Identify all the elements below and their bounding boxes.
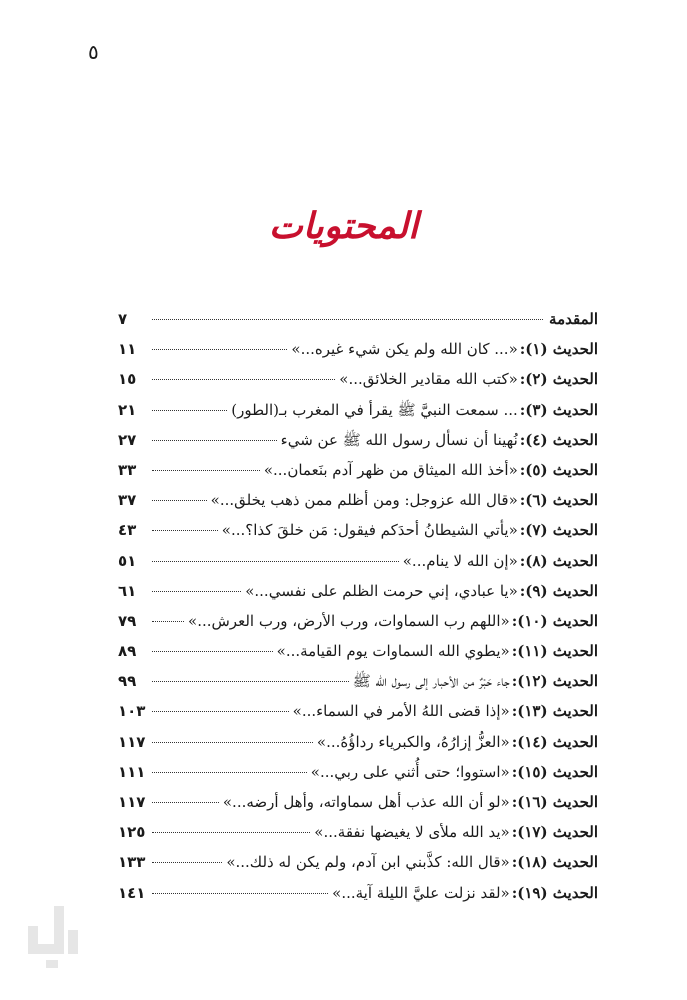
toc-entry-title: نُهينا أن نسأل رسول الله ﷺ عن شيء (280, 430, 518, 449)
toc-entry-title: «قال الله: كذَّبني ابن آدم، ولم يكن له ذلك...» (226, 853, 510, 872)
toc-entry-title: «إن الله لا ينام...» (402, 551, 518, 570)
toc-entry-label: الحديث (٦): (519, 491, 598, 510)
toc-entry-title: «يا عبادي، إني حرمت الظلم على نفسي...» (245, 581, 518, 600)
toc-entry-label: الحديث (١٢): (511, 672, 598, 691)
dot-leader (152, 742, 313, 743)
toc-entry-page-number: ٧٩ (118, 611, 137, 630)
dot-leader (152, 500, 207, 501)
toc-entry-label: المقدمة (549, 310, 598, 328)
toc-entry[interactable] (118, 787, 598, 817)
dot-leader (152, 772, 307, 773)
toc-entry-page-number: ٧ (118, 310, 128, 328)
toc-entry-page-number: ١٥ (118, 370, 137, 389)
toc-entry-page-number: ٥١ (118, 551, 137, 570)
toc-entry-label: الحديث (١١): (511, 642, 598, 661)
toc-entry[interactable] (118, 636, 598, 666)
toc-entry-label: الحديث (٤): (519, 430, 598, 449)
toc-entry-title: «... كان الله ولم يكن شيء غيره...» (291, 340, 518, 359)
toc-entry-page-number: ٦١ (118, 581, 137, 600)
toc-entry-label: الحديث (١): (519, 340, 598, 359)
toc-entry-label: الحديث (٧): (519, 521, 598, 540)
toc-entry[interactable] (118, 696, 598, 726)
toc-entry-title: «اللهم رب السماوات، ورب الأرض، ورب العرش...» (188, 611, 510, 630)
toc-entry-label: الحديث (٣): (519, 400, 598, 419)
toc-entry-page-number: ١٤١ (118, 883, 146, 902)
toc-entry[interactable] (118, 395, 598, 425)
dot-leader (152, 410, 227, 411)
dot-leader (152, 319, 543, 320)
toc-entry[interactable] (118, 727, 598, 757)
dot-leader (152, 802, 219, 803)
toc-entry-label: الحديث (٢): (519, 370, 598, 389)
dot-leader (152, 651, 273, 652)
toc-entry[interactable] (118, 364, 598, 394)
toc-entry-label: الحديث (٨): (519, 551, 598, 570)
toc-entry[interactable] (118, 878, 598, 908)
dot-leader (152, 893, 328, 894)
dot-leader (152, 832, 310, 833)
dot-leader (152, 470, 260, 471)
toc-entry-page-number: ٢٧ (118, 430, 137, 449)
page-title: المحتويات (268, 205, 419, 247)
dot-leader (152, 591, 241, 592)
toc-entry[interactable] (118, 546, 598, 576)
toc-entry-label: الحديث (١٣): (511, 702, 598, 721)
toc-entry-title: ... سمعت النبيَّ ﷺ يقرأ في المغرب بـ(الطور) (231, 400, 518, 419)
toc-entry[interactable] (118, 817, 598, 847)
toc-entry-page-number: ٣٧ (118, 491, 137, 510)
toc-entry-label: الحديث (١٦): (511, 793, 598, 811)
toc-entry[interactable] (118, 304, 598, 334)
dot-leader (152, 862, 222, 863)
toc-entry-title: «قال الله عزوجل: ومن أظلم ممن ذهب يخلق...» (210, 491, 518, 510)
toc-entry-title: «استووا؛ حتى أُثني على ربي...» (310, 762, 510, 781)
page-number: ٥ (88, 40, 99, 64)
toc-entry-page-number: ١٢٥ (118, 823, 146, 842)
toc-entry[interactable] (118, 847, 598, 877)
toc-entry-title: «يد الله ملأى لا يغيضها نفقة...» (314, 823, 510, 842)
toc-entry-page-number: ٩٩ (118, 672, 137, 691)
toc-entry[interactable] (118, 485, 598, 515)
toc-entry-title: «لو أن الله عذب أهل سماواته، وأهل أرضه...» (222, 793, 510, 811)
publisher-logo (24, 900, 84, 972)
toc-entry-title: «يطوي الله السماوات يوم القيامة...» (276, 642, 510, 661)
toc-entry[interactable] (118, 515, 598, 545)
toc-entry-page-number: ١١١ (118, 762, 146, 781)
toc-entry-title: «لقد نزلت عليَّ الليلة آية...» (332, 883, 510, 902)
toc-entry-page-number: ١٠٣ (118, 702, 146, 721)
toc-entry-label: الحديث (١٠): (511, 611, 598, 630)
dot-leader (152, 530, 218, 531)
toc-entry-label: الحديث (١٨): (511, 853, 598, 872)
toc-entry-label: الحديث (١٥): (511, 762, 598, 781)
toc-entry[interactable] (118, 757, 598, 787)
toc-entry-title: «العزُّ إزارُهُ، والكبرياء رداؤُهُ...» (316, 732, 510, 751)
toc-entry-label: الحديث (١٧): (511, 823, 598, 842)
toc-entry-page-number: ١١٧ (118, 732, 146, 751)
dot-leader (152, 561, 399, 562)
toc-entry-page-number: ٨٩ (118, 642, 137, 661)
toc-entry[interactable] (118, 334, 598, 364)
dot-leader (152, 681, 349, 682)
dot-leader (152, 440, 277, 441)
toc-entry-title: «كتب الله مقادير الخلائق...» (339, 370, 518, 389)
toc-entry-title: «يأتي الشيطانُ أحدَكم فيقول: مَن خلقَ كذا؟...» (221, 521, 518, 540)
dot-leader (152, 349, 287, 350)
toc-entry-label: الحديث (١٤): (511, 732, 598, 751)
toc-entry[interactable] (118, 576, 598, 606)
toc-entry-label: الحديث (٥): (519, 460, 598, 479)
toc-entry[interactable] (118, 425, 598, 455)
dot-leader (152, 621, 184, 622)
toc-entry-page-number: ٣٣ (118, 460, 137, 479)
toc-entry-page-number: ٤٣ (118, 521, 137, 540)
toc-entry-title: «إذا قضى اللهُ الأمر في السماء...» (292, 702, 510, 721)
toc-entry-page-number: ٢١ (118, 400, 137, 419)
table-of-contents (118, 304, 598, 908)
toc-entry[interactable] (118, 455, 598, 485)
toc-entry[interactable] (118, 666, 598, 696)
toc-entry-label: الحديث (١٩): (511, 883, 598, 902)
dot-leader (152, 379, 335, 380)
dot-leader (152, 711, 289, 712)
toc-entry-page-number: ١١ (118, 340, 137, 359)
toc-entry-title: جاء حَبْرٌ من الأحبار إلى رسول الله ﷺ (352, 672, 510, 691)
toc-entry-page-number: ١٣٣ (118, 853, 146, 872)
toc-entry-label: الحديث (٩): (519, 581, 598, 600)
toc-entry-title: «أخذ الله الميثاق من ظهر آدم بنَعمان...» (263, 460, 518, 479)
toc-entry[interactable] (118, 606, 598, 636)
toc-entry-page-number: ١١٧ (118, 793, 146, 811)
